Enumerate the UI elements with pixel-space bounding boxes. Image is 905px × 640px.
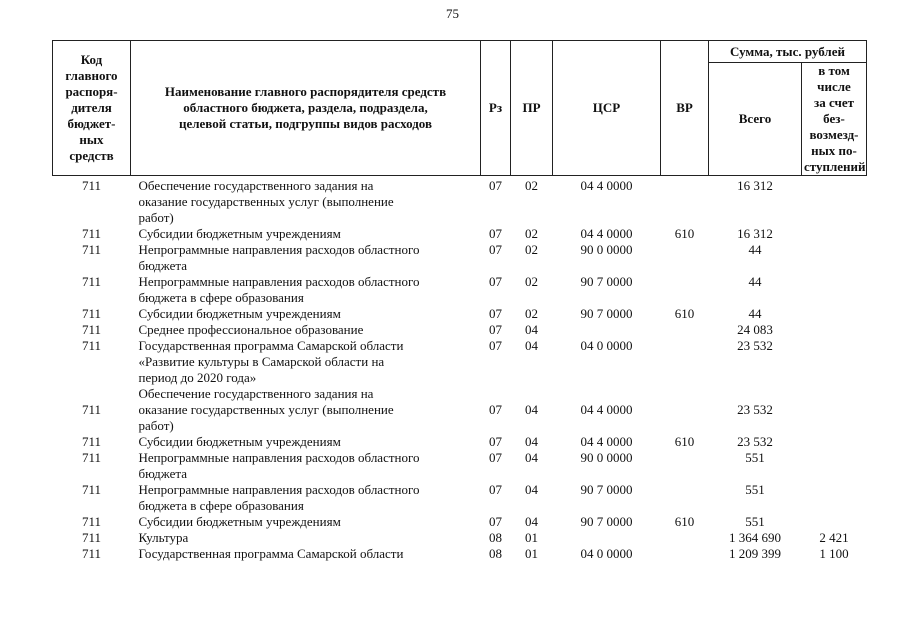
- cell-name-line: оказание государственных услуг (выполнение: [138, 194, 394, 209]
- cell-csr: 90 7 0000: [580, 306, 633, 321]
- cell-name: [131, 306, 481, 322]
- cell-pr: 02: [525, 306, 538, 321]
- cell-code: 711: [81, 514, 102, 529]
- cell-csr: 90 0 0000: [580, 450, 633, 465]
- cell-grant: 2 421: [819, 530, 849, 545]
- cell-code: 711: [81, 226, 102, 241]
- table-row: [53, 514, 867, 530]
- budget-table: [52, 40, 867, 562]
- cell-csr: 04 0 0000: [580, 546, 633, 561]
- cell-grant: [802, 450, 867, 482]
- cell-total: 24 083: [737, 322, 773, 337]
- cell-code: 711: [81, 546, 102, 561]
- cell-code: 711: [81, 274, 102, 289]
- table-row: [53, 482, 867, 514]
- cell-total: 23 532: [737, 402, 773, 417]
- cell-name-line: Культура: [138, 530, 189, 545]
- cell-code: 711: [81, 242, 102, 257]
- header-grant-line: в том числе: [817, 63, 851, 94]
- table-header: [53, 41, 867, 176]
- header-code: [53, 41, 131, 176]
- cell-name-line: оказание государственных услуг (выполнение: [138, 402, 394, 417]
- cell-name-line: Государственная программа Самарской области: [138, 546, 404, 561]
- cell-code: 711: [81, 178, 102, 193]
- header-name-line: Наименование главного распорядителя средств: [164, 84, 447, 99]
- cell-name: [131, 386, 481, 434]
- cell-name: [131, 322, 481, 338]
- cell-code: 711: [81, 322, 102, 337]
- cell-pr: 04: [525, 514, 538, 529]
- cell-csr: [553, 530, 661, 546]
- cell-name: [131, 530, 481, 546]
- cell-name: [131, 226, 481, 242]
- cell-vr: 610: [674, 514, 695, 529]
- cell-rz: 07: [489, 514, 502, 529]
- cell-name: [131, 546, 481, 562]
- cell-code: 711: [81, 482, 102, 497]
- cell-csr: 90 7 0000: [580, 482, 633, 497]
- cell-rz: 07: [489, 434, 502, 449]
- table-row: [53, 338, 867, 386]
- header-code-line: главного: [65, 68, 118, 83]
- cell-csr: 90 7 0000: [580, 274, 633, 289]
- table-row: [53, 546, 867, 562]
- cell-rz: 07: [489, 322, 502, 337]
- cell-grant: [802, 514, 867, 530]
- cell-vr: [661, 546, 709, 562]
- cell-rz: 07: [489, 450, 502, 465]
- cell-total: 551: [745, 450, 765, 465]
- cell-csr: 04 4 0000: [580, 434, 633, 449]
- cell-name: [131, 274, 481, 306]
- cell-grant: [802, 242, 867, 274]
- cell-pr: 01: [525, 530, 538, 545]
- cell-name-line: Субсидии бюджетным учреждениям: [138, 226, 341, 241]
- table-row: [53, 450, 867, 482]
- cell-vr: [661, 176, 709, 227]
- cell-name-line: бюджета в сфере образования: [138, 290, 304, 305]
- cell-total: 1 209 399: [729, 546, 781, 561]
- cell-pr: 04: [525, 434, 538, 449]
- cell-code: 711: [81, 402, 102, 417]
- table-row: [53, 530, 867, 546]
- cell-name-line: Непрограммные направления расходов областного: [138, 482, 420, 497]
- cell-grant: [802, 274, 867, 306]
- cell-name-line: Субсидии бюджетным учреждениям: [138, 434, 341, 449]
- cell-name-line: Непрограммные направления расходов областного: [138, 450, 420, 465]
- cell-name-line: Непрограммные направления расходов областного: [138, 242, 420, 257]
- cell-pr: 04: [525, 450, 538, 465]
- cell-vr: [661, 274, 709, 306]
- cell-grant: [802, 386, 867, 434]
- cell-code: 711: [81, 530, 102, 545]
- cell-vr: [661, 482, 709, 514]
- cell-vr: [661, 322, 709, 338]
- cell-total: 551: [745, 482, 765, 497]
- header-name-line: целевой статьи, подгруппы видов расходов: [178, 116, 433, 131]
- cell-vr: 610: [674, 226, 695, 241]
- cell-total: 16 312: [737, 178, 773, 193]
- cell-name-line: Среднее профессиональное образование: [138, 322, 364, 337]
- cell-grant: [802, 434, 867, 450]
- cell-name: [131, 514, 481, 530]
- cell-name-line: Субсидии бюджетным учреждениям: [138, 514, 341, 529]
- cell-code: 711: [81, 306, 102, 321]
- header-code-line: ных: [79, 132, 104, 147]
- cell-pr: 04: [525, 322, 538, 337]
- header-grant-line: возмезд-: [809, 127, 859, 142]
- page-number: 75: [446, 6, 459, 21]
- cell-csr: [553, 322, 661, 338]
- cell-pr: 02: [525, 274, 538, 289]
- cell-name-line: бюджета: [138, 466, 187, 481]
- header-rz: Рз: [481, 41, 511, 176]
- cell-pr: 01: [525, 546, 538, 561]
- table-row: [53, 176, 867, 227]
- cell-name: [131, 338, 481, 386]
- cell-name: [131, 434, 481, 450]
- cell-name-line: работ): [138, 418, 174, 433]
- cell-rz: 07: [489, 338, 502, 353]
- header-code-line: средств: [69, 148, 114, 163]
- cell-name-line: бюджета: [138, 258, 187, 273]
- cell-pr: 04: [525, 338, 538, 353]
- cell-name: [131, 450, 481, 482]
- header-grant: [802, 63, 867, 176]
- cell-pr: 04: [525, 482, 538, 497]
- table-row: [53, 322, 867, 338]
- cell-total: 44: [748, 306, 762, 321]
- cell-rz: 08: [489, 546, 502, 561]
- table-body: [53, 176, 867, 563]
- cell-name-line: бюджета в сфере образования: [138, 498, 304, 513]
- cell-name: [131, 242, 481, 274]
- cell-total: 1 364 690: [729, 530, 781, 545]
- cell-name-line: работ): [138, 210, 174, 225]
- table-row: [53, 386, 867, 434]
- cell-rz: 07: [489, 242, 502, 257]
- cell-grant: [802, 338, 867, 386]
- cell-name-line: «Развитие культуры в Самарской области на: [138, 354, 385, 369]
- cell-pr: 02: [525, 226, 538, 241]
- table-row: [53, 242, 867, 274]
- header-sum-group: Сумма, тыс. рублей: [709, 41, 867, 63]
- cell-rz: 07: [489, 482, 502, 497]
- header-code-line: бюджет-: [67, 116, 116, 131]
- cell-vr: [661, 386, 709, 434]
- header-code-line: распоря-: [65, 84, 118, 99]
- cell-rz: 07: [489, 306, 502, 321]
- cell-total: 23 532: [737, 338, 773, 353]
- cell-grant: [802, 482, 867, 514]
- cell-name-line: Непрограммные направления расходов областного: [138, 274, 420, 289]
- cell-vr: [661, 242, 709, 274]
- cell-pr: 04: [525, 402, 538, 417]
- cell-pr: 02: [525, 178, 538, 193]
- header-code-line: дителя: [71, 100, 112, 115]
- cell-rz: 07: [489, 402, 502, 417]
- header-grant-line: ступлений: [804, 159, 866, 174]
- cell-code: 711: [81, 338, 102, 353]
- cell-vr: [661, 450, 709, 482]
- cell-code: 711: [81, 450, 102, 465]
- header-total: Всего: [709, 63, 802, 176]
- header-grant-line: ных по-: [811, 143, 857, 158]
- cell-rz: 07: [489, 274, 502, 289]
- cell-name-line: период до 2020 года»: [138, 370, 257, 385]
- cell-grant: [802, 306, 867, 322]
- cell-name-line: Субсидии бюджетным учреждениям: [138, 306, 341, 321]
- table-row: [53, 434, 867, 450]
- cell-code: 711: [81, 434, 102, 449]
- cell-csr: 90 0 0000: [580, 242, 633, 257]
- cell-total: 44: [748, 242, 762, 257]
- cell-grant: 1 100: [819, 546, 849, 561]
- cell-csr: 04 0 0000: [580, 338, 633, 353]
- cell-csr: 04 4 0000: [580, 226, 633, 241]
- cell-rz: 07: [489, 178, 502, 193]
- header-vr: ВР: [661, 41, 709, 176]
- cell-csr: 90 7 0000: [580, 514, 633, 529]
- header-name-line: областного бюджета, раздела, подраздела,: [183, 100, 428, 115]
- cell-vr: [661, 530, 709, 546]
- cell-total: 16 312: [737, 226, 773, 241]
- cell-vr: 610: [674, 434, 695, 449]
- header-grant-line: за счет без-: [814, 95, 854, 126]
- cell-total: 44: [748, 274, 762, 289]
- header-pr: ПР: [511, 41, 553, 176]
- header-code-line: Код: [80, 52, 103, 67]
- table-row: [53, 306, 867, 322]
- cell-vr: [661, 338, 709, 386]
- cell-rz: 08: [489, 530, 502, 545]
- cell-total: 551: [745, 514, 765, 529]
- table-row: [53, 274, 867, 306]
- cell-rz: 07: [489, 226, 502, 241]
- header-csr: ЦСР: [553, 41, 661, 176]
- cell-csr: 04 4 0000: [580, 178, 633, 193]
- cell-name-line: Обеспечение государственного задания на: [138, 386, 374, 401]
- cell-name: [131, 482, 481, 514]
- cell-name-line: Государственная программа Самарской области: [138, 338, 404, 353]
- cell-csr: 04 4 0000: [580, 402, 633, 417]
- cell-total: 23 532: [737, 434, 773, 449]
- header-name: [131, 41, 481, 176]
- cell-vr: 610: [674, 306, 695, 321]
- cell-grant: [802, 176, 867, 227]
- cell-name: [131, 176, 481, 227]
- table-row: [53, 226, 867, 242]
- cell-name-line: Обеспечение государственного задания на: [138, 178, 374, 193]
- cell-grant: [802, 322, 867, 338]
- cell-pr: 02: [525, 242, 538, 257]
- cell-grant: [802, 226, 867, 242]
